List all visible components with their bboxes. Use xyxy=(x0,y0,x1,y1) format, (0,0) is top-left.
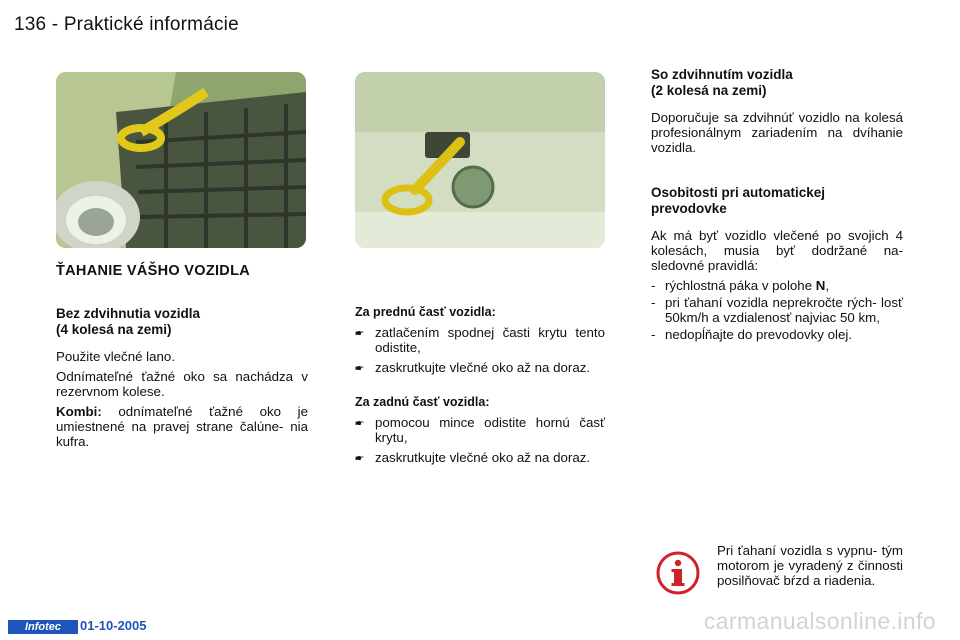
paragraph-tow-rope: Použite vlečné lano. xyxy=(56,349,176,364)
heading-without-lifting xyxy=(56,306,308,338)
list-item: - rýchlostná páka v polohe N, xyxy=(651,278,830,293)
footer-date: 01-10-2005 xyxy=(80,618,147,633)
column-with-lifting xyxy=(651,67,903,344)
list-item xyxy=(355,450,605,465)
page-header xyxy=(14,14,239,36)
heading-line2: (4 kolesá na zemi) xyxy=(56,322,172,337)
list-item-text: zaskrutkujte vlečné oko až na doraz. xyxy=(375,360,591,375)
heading-line1: So zdvihnutím vozidla xyxy=(651,67,793,82)
info-note: Pri ťahaní vozidla s vypnu- tým motorom je vyradený z činnosti posilňovač bŕzd a riadenia. xyxy=(717,543,903,588)
list-item-text: pri ťahaní vozidla neprekročte rých- losť 50km/h a vzdialenosť najviac 50 km, xyxy=(665,295,903,325)
heading-line2: (2 kolesá na zemi) xyxy=(651,83,767,98)
header-separator: - xyxy=(51,14,59,35)
pointing-hand-icon: 🖝 xyxy=(355,450,364,464)
tow-eye-photo-front xyxy=(355,72,605,248)
infotec-logo: Infotec xyxy=(8,620,78,634)
rear-heading: Za zadnú časť vozidla: xyxy=(355,395,490,409)
paragraph-towing-rules: Ak má byť vozidlo vlečené po svojich 4 kolesách, musia byť dodržané na- sledovné pravidlá: xyxy=(651,228,903,273)
info-icon xyxy=(655,550,701,596)
column-without-lifting xyxy=(56,306,308,449)
heading-with-lifting xyxy=(651,67,903,99)
list-item-tail: , xyxy=(825,278,830,293)
list-item: - nedopĺňajte do prevodovky olej. xyxy=(651,327,853,342)
paragraph-tow-eye-location: Odnímateľné ťažné oko sa nachádza v rezervnom kolese. xyxy=(56,369,308,399)
heading-line1: Bez zdvihnutia vozidla xyxy=(56,306,201,321)
list-item-text: zatlačením spodnej časti krytu tento odistite, xyxy=(375,325,605,355)
main-title: ŤAHANIE VÁŠHO VOZIDLA xyxy=(56,263,250,279)
paragraph-kombi xyxy=(56,404,308,449)
front-heading: Za prednú časť vozidla: xyxy=(355,305,496,319)
pointing-hand-icon: 🖝 xyxy=(355,415,364,429)
list-item: - pri ťahaní vozidla neprekročte rých- losť 50km/h a vzdialenosť najviac 50 km, xyxy=(651,295,903,325)
heading-line2: prevodovke xyxy=(651,201,727,216)
list-item-text: rýchlostná páka v polohe xyxy=(665,278,816,293)
list-item-text: zaskrutkujte vlečné oko až na doraz. xyxy=(375,450,591,465)
kombi-text: odnímateľné ťažné oko je umiestnené na pravej strane čalúne- nia kufra. xyxy=(56,404,308,449)
kombi-label: Kombi: xyxy=(56,404,102,419)
rear-list xyxy=(355,415,605,465)
heading-line1: Osobitosti pri automatickej xyxy=(651,185,826,200)
rules-list xyxy=(651,278,903,342)
list-item xyxy=(355,415,605,445)
pointing-hand-icon: 🖝 xyxy=(355,325,364,339)
list-item xyxy=(355,360,605,375)
list-item xyxy=(355,325,605,355)
page-number: 136 xyxy=(14,14,47,35)
tow-eye-photo-side xyxy=(56,72,306,248)
section-title: Praktické informácie xyxy=(63,14,239,35)
list-item-text: nedopĺňajte do prevodovky olej. xyxy=(665,327,853,342)
gear-position: N xyxy=(815,278,826,293)
front-list xyxy=(355,325,605,375)
paragraph-professional-lift: Doporučuje sa zdvihnúť vozidlo na kolesá profesionálnym zariadením na dvíhanie vozidla. xyxy=(651,110,903,155)
heading-automatic-gearbox xyxy=(651,185,903,217)
list-item-text: pomocou mince odistite hornú časť krytu, xyxy=(375,415,605,445)
pointing-hand-icon: 🖝 xyxy=(355,360,364,374)
watermark: carmanualsonline.info xyxy=(703,608,936,634)
column-tow-points xyxy=(355,305,605,470)
